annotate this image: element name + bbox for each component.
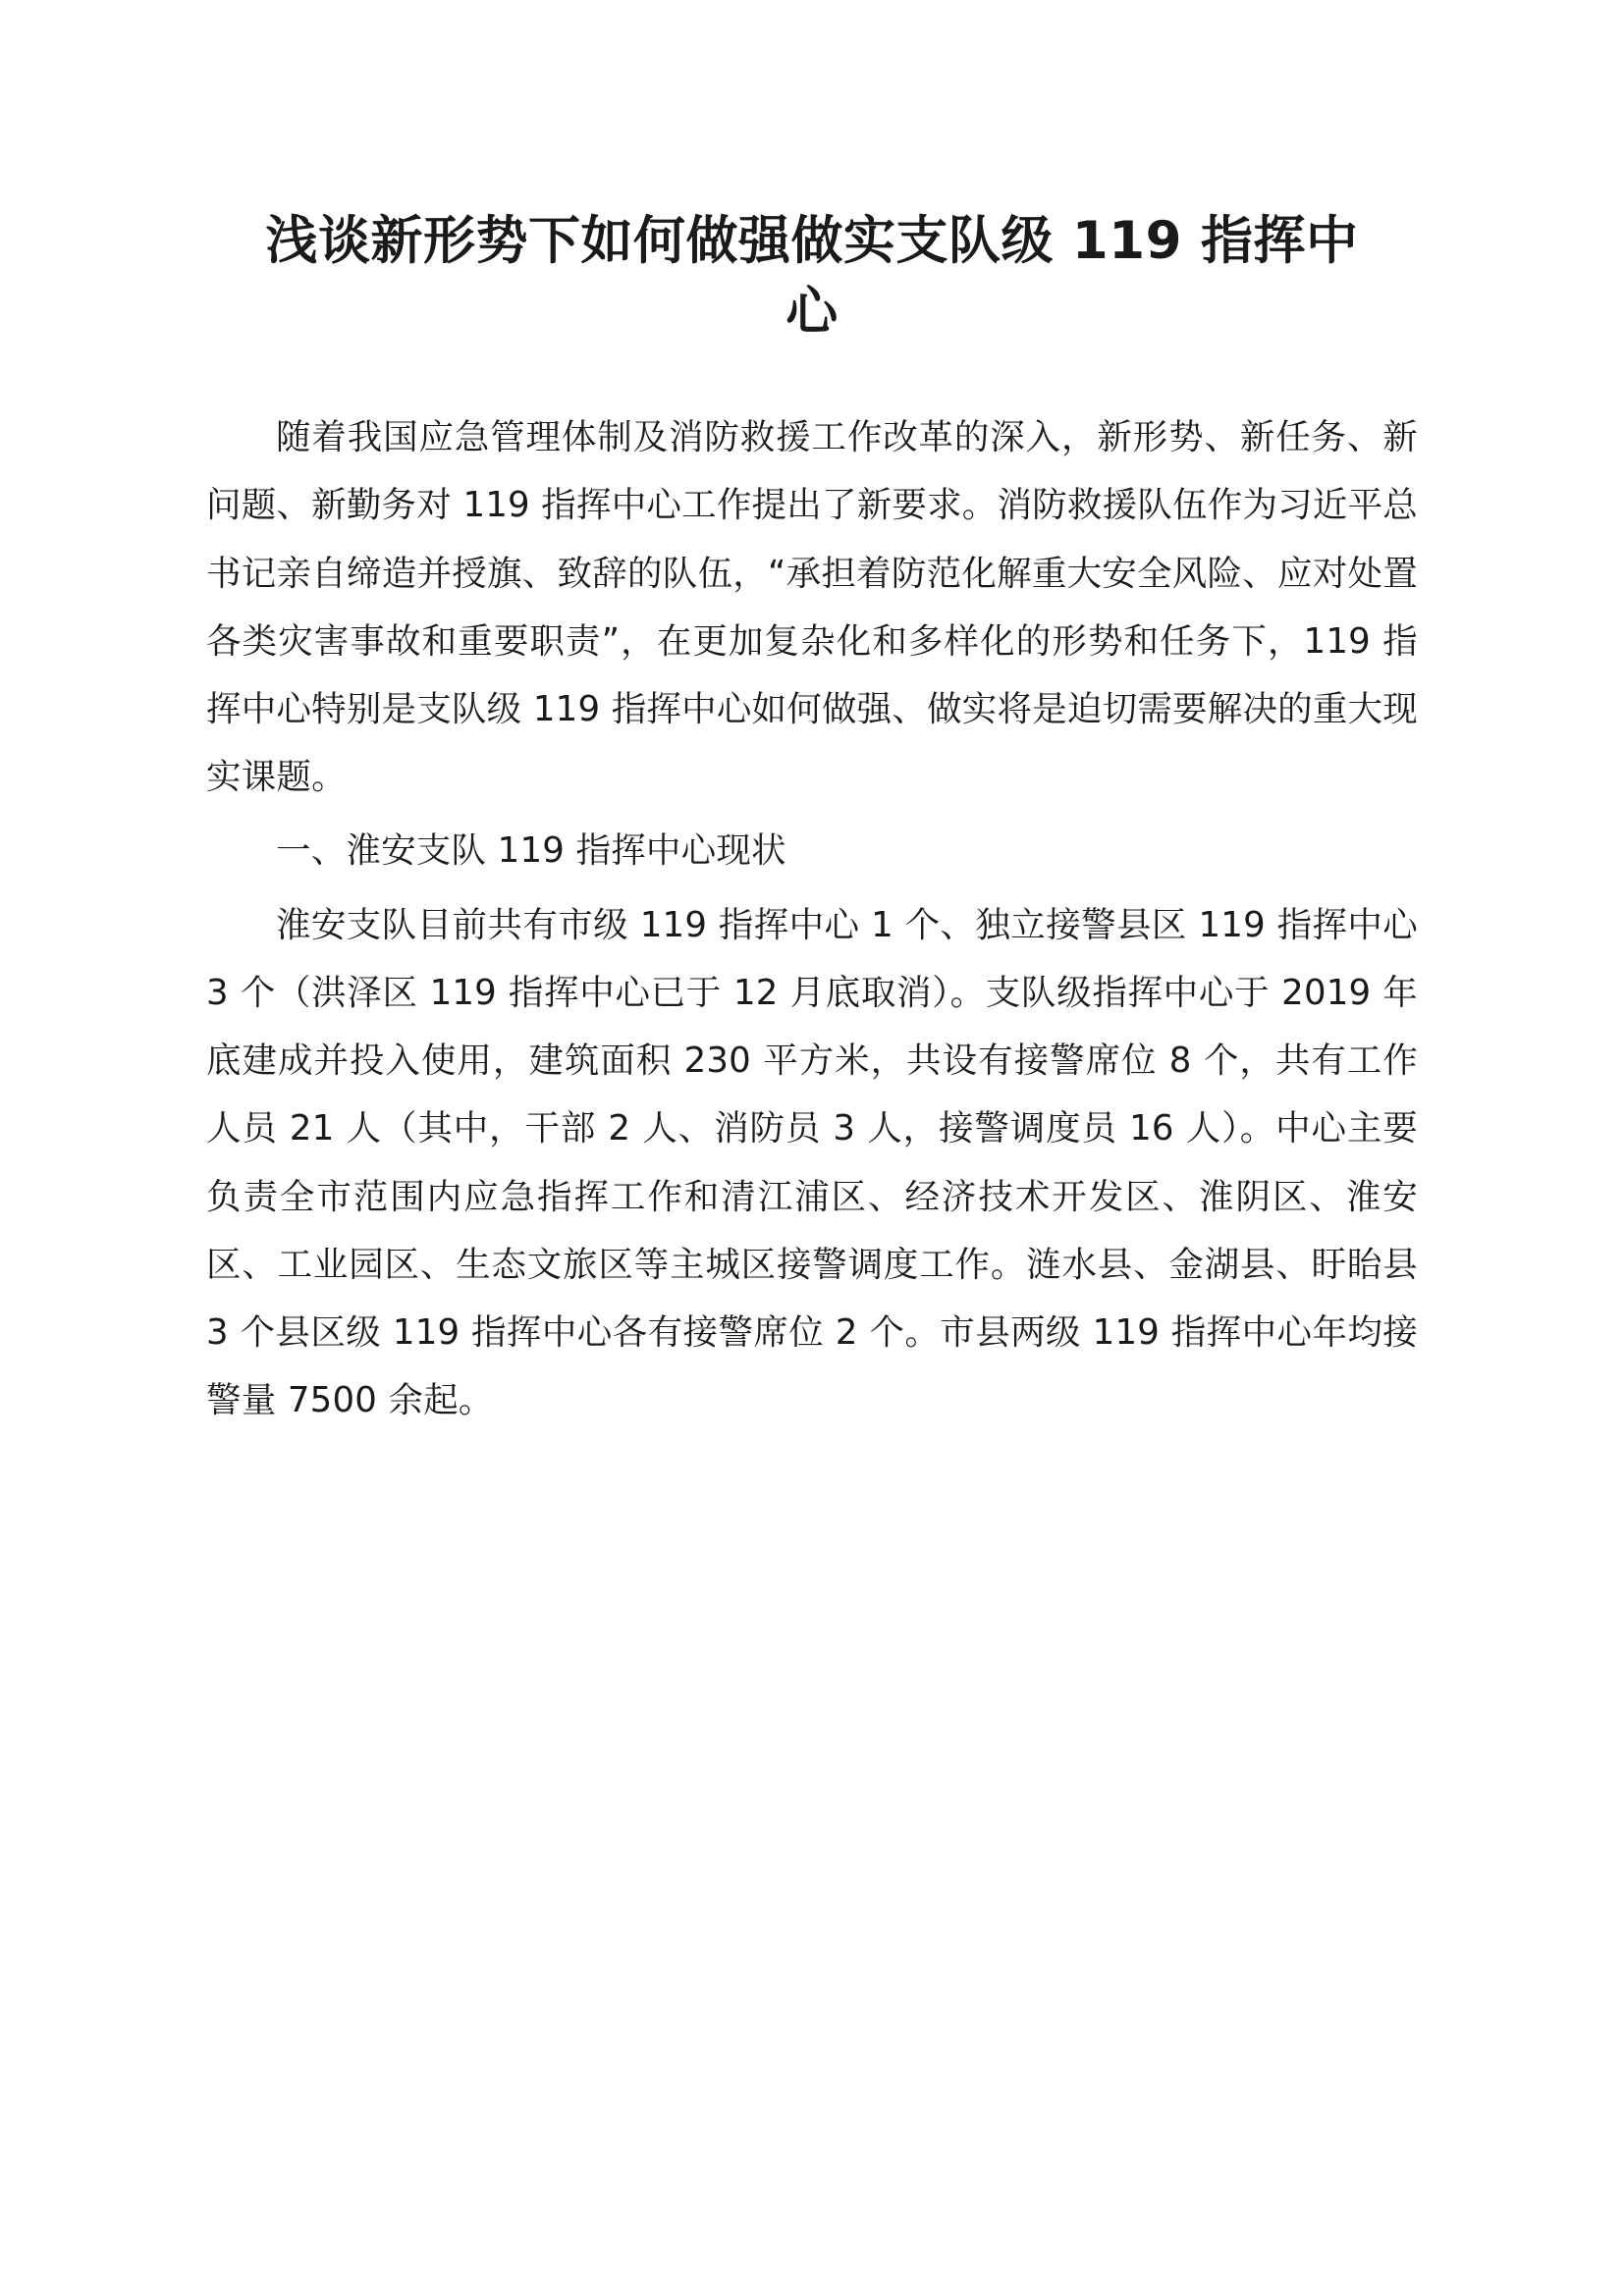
paragraph-section-1-body: 淮安支队目前共有市级 119 指挥中心 1 个、独立接警县区 119 指挥中心 3 个（洪泽区 119 指挥中心已于 12 月底取消）。支队级指挥中心于 2019 年底建成并投入使用，建筑面积 230 平方米，共设有接警席位 8 个，共有工作人员 21 人（其中，干部 2 人、消防员 3 人，接警调度员 16 人）。中心主要负责全市范围内应急指挥工作和清江浦区、经济技术开发区、淮阴区、淮安区、工业园区、生态文旅区等主城区接警调度工作。涟水县、金湖县、盱眙县 3 个县区级 119 指挥中心各有接警席位 2 个。市县两级 119 指挥中心年均接警量 7500 余起。 [206,904,1418,1421]
section-heading-1: 一、淮安支队 119 指挥中心现状 [276,830,786,872]
page-title: 浅谈新形势下如何做强做实支队级 119 指挥中心 [265,211,1359,342]
paragraph-intro: 随着我国应急管理体制及消防救援工作改革的深入，新形势、新任务、新问题、新勤务对 119 指挥中心工作提出了新要求。消防救援队伍作为习近平总书记亲自缔造并授旗、致辞的队伍，“承担着防范化解重大安全风险、应对处置各类灾害事故和重要职责”，在更加复杂化和多样化的形势和任务下，119 指挥中心特别是支队级 119 指挥中心如何做强、做实将是迫切需要解决的重大现实课题。 [206,417,1418,798]
document-body [206,403,1418,1434]
